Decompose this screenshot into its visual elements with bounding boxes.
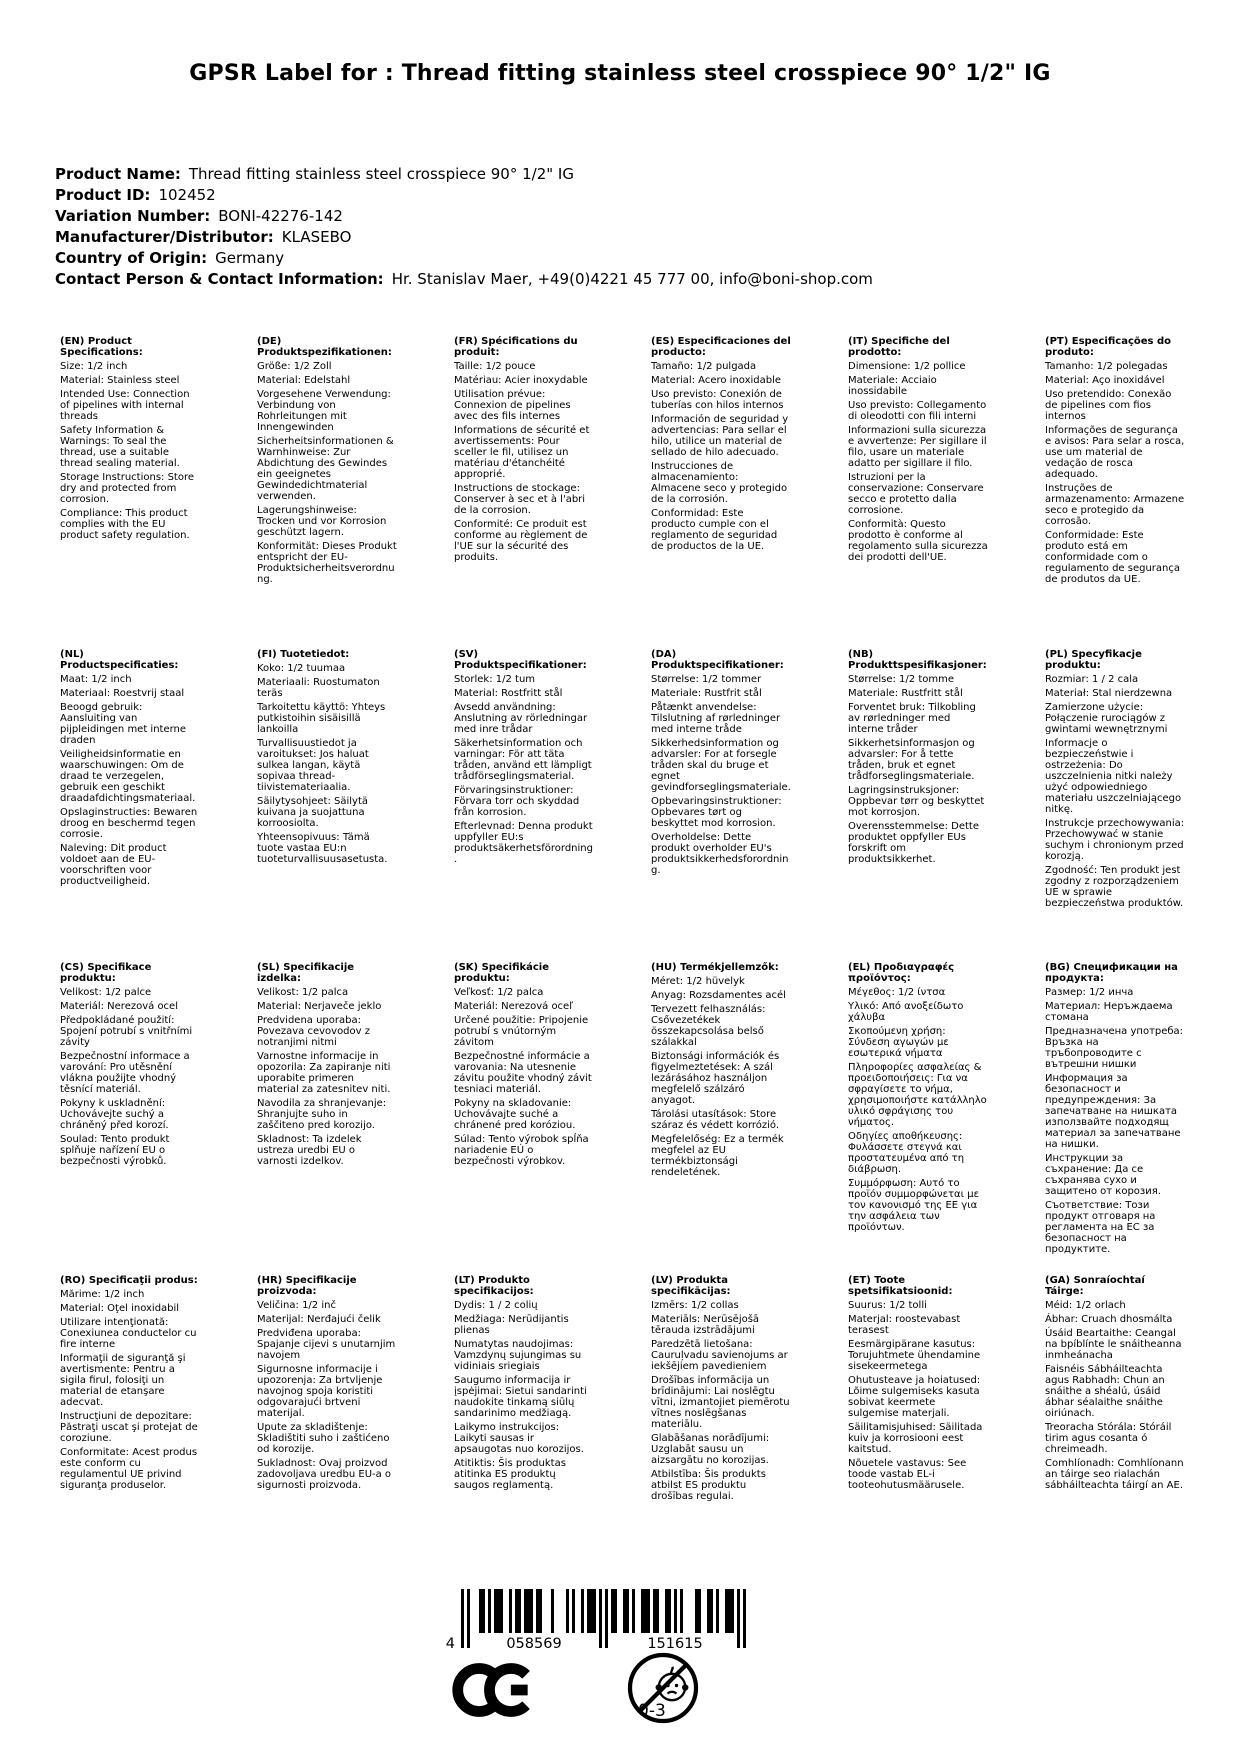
spec-block-heading: (DE) Produktspezifikationen: bbox=[257, 336, 392, 358]
spec-paragraph: Materiał: Stal nierdzewna bbox=[1045, 688, 1173, 699]
spec-block-heading: (BG) Спецификации на продукта: bbox=[1045, 962, 1178, 984]
spec-block bbox=[257, 336, 397, 649]
spec-paragraph: Varnostne informacije in opozorila: Za zapiranje niti uporabite primeren material za zatesnitev niti. bbox=[257, 1051, 391, 1095]
product-info-value: BONI-42276-142 bbox=[218, 207, 343, 225]
spec-block bbox=[848, 1275, 988, 1588]
spec-paragraph: Medžiaga: Nerūdijantis plienas bbox=[454, 1314, 569, 1336]
spec-paragraph: Opbevaringsinstruktioner: Opbevares tørt og beskyttet mod korrosion. bbox=[651, 796, 782, 829]
spec-block-heading: (GA) Sonraíochtaí Táirge: bbox=[1045, 1275, 1145, 1297]
spec-paragraph: Avsedd användning: Anslutning av rörledningar med inre trådar bbox=[454, 702, 588, 735]
spec-paragraph: Forventet bruk: Tilkobling av rørledninger med interne tråder bbox=[848, 702, 976, 735]
spec-block bbox=[651, 336, 791, 649]
spec-block-heading: (EL) Προδιαγραφές προϊόντος: bbox=[848, 962, 955, 984]
spec-paragraph: Beoogd gebruik: Aansluiting van pijpleidingen met interne draden bbox=[60, 702, 187, 746]
spec-paragraph: Storlek: 1/2 tum bbox=[454, 674, 536, 685]
product-info-value: Hr. Stanislav Maer, +49(0)4221 45 777 00, info@boni-shop.com bbox=[391, 270, 873, 288]
spec-paragraph: Skladnost: Ta izdelek ustreza uredbi EU o varnosti izdelkov. bbox=[257, 1134, 362, 1167]
spec-paragraph: Instrucţiuni de depozitare: Păstraţi uscat şi protejat de coroziune. bbox=[60, 1411, 198, 1444]
spec-paragraph: Größe: 1/2 Zoll bbox=[257, 361, 332, 372]
spec-paragraph: Οδηγίες αποθήκευσης: Φυλάσσετε στεγνά και προστατευμένα από τη διάβρωση. bbox=[848, 1131, 965, 1175]
spec-paragraph: Instrucciones de almacenamiento: Almacene seco y protegido de la corrosión. bbox=[651, 461, 788, 505]
spec-paragraph: Izmērs: 1/2 collas bbox=[651, 1300, 739, 1311]
spec-paragraph: Opslaginstructies: Bewaren droog en beschermd tegen corrosie. bbox=[60, 807, 198, 840]
spec-paragraph: Suurus: 1/2 tolli bbox=[848, 1300, 927, 1311]
spec-block-heading: (EN) Product Specifications: bbox=[60, 336, 143, 358]
spec-paragraph: Lagerungshinweise: Trocken und vor Korrosion geschützt lagern. bbox=[257, 505, 387, 538]
spec-grid bbox=[60, 336, 1185, 1588]
spec-block bbox=[60, 1275, 200, 1588]
spec-paragraph: Материал: Неръждаема стомана bbox=[1045, 1001, 1173, 1023]
spec-block-heading: (NL) Productspecificaties: bbox=[60, 649, 179, 671]
spec-paragraph: Atbilstība: Šis produkts atbilst ES produktu drošības regulai. bbox=[651, 1469, 766, 1502]
spec-block-heading: (HR) Specifikacije proizvoda: bbox=[257, 1275, 357, 1297]
spec-paragraph: Vorgesehene Verwendung: Verbindung von Rohrleitungen mit Innengewinden bbox=[257, 389, 391, 433]
age-range-label: 0-3 bbox=[638, 1701, 666, 1721]
spec-paragraph: Turvallisuustiedot ja varoitukset: Jos haluat sulkea langan, käytä sopivaa thread-tiivistemateriaalia. bbox=[257, 738, 369, 793]
spec-paragraph: Treoracha Stórála: Stóráil tirim agus cosanta ó chreimeadh. bbox=[1045, 1422, 1172, 1455]
spec-paragraph: Materiaal: Roestvrij staal bbox=[60, 688, 185, 699]
spec-block bbox=[60, 649, 200, 962]
spec-paragraph: Instruções de armazenamento: Armazene seco e protegido da corrosão. bbox=[1045, 483, 1185, 527]
spec-block-heading: (ET) Toote spetsifikatsioonid: bbox=[848, 1275, 953, 1297]
spec-paragraph: Navodila za shranjevanje: Shranjujte suho in zaščiteno pred korozijo. bbox=[257, 1098, 387, 1131]
spec-block-heading: (LV) Produkta specifikācijas: bbox=[651, 1275, 731, 1297]
product-info-row bbox=[55, 248, 873, 269]
page-title: GPSR Label for : Thread fitting stainless steel crosspiece 90° 1/2" IG bbox=[189, 61, 1051, 86]
spec-block bbox=[848, 336, 988, 649]
spec-paragraph: Material: Rostfritt stål bbox=[454, 688, 563, 699]
spec-paragraph: Conformitate: Acest produs este conform cu regulamentul UE privind siguranţa produselor. bbox=[60, 1447, 198, 1491]
spec-block bbox=[848, 962, 988, 1275]
spec-paragraph: Rozmiar: 1 / 2 cala bbox=[1045, 674, 1139, 685]
product-info-row bbox=[55, 164, 873, 185]
product-info-value: 102452 bbox=[158, 186, 216, 204]
spec-paragraph: Velikost: 1/2 palca bbox=[257, 987, 349, 998]
spec-paragraph: Conformité: Ce produit est conforme au règlement de l'UE sur la sécurité des produits. bbox=[454, 519, 588, 563]
barcode-left-digits: 058569 bbox=[506, 1636, 562, 1652]
spec-block-heading: (PT) Especificações do produto: bbox=[1045, 336, 1171, 358]
spec-paragraph: Materjal: roostevabast terasest bbox=[848, 1314, 961, 1336]
spec-paragraph: Säkerhetsinformation och varningar: För att täta tråden, använd ett lämpligt trådförseglingsmaterial. bbox=[454, 738, 592, 782]
spec-paragraph: Uso previsto: Conexión de tuberías con hilos internos bbox=[651, 389, 784, 411]
spec-paragraph: Predviđena uporaba: Spajanje cijevi s unutarnjim navojem bbox=[257, 1328, 396, 1361]
spec-paragraph: Efterlevnad: Denna produkt uppfyller EU:s produktsäkerhetsförordning. bbox=[454, 821, 593, 865]
spec-paragraph: Intended Use: Connection of pipelines with internal threads bbox=[60, 389, 190, 422]
spec-block bbox=[1045, 1275, 1185, 1588]
spec-block-heading: (HU) Termékjellemzők: bbox=[651, 962, 779, 973]
spec-block bbox=[257, 649, 397, 962]
spec-block bbox=[60, 962, 200, 1275]
product-info-label: Product Name: bbox=[55, 165, 181, 183]
spec-paragraph: Veličina: 1/2 inč bbox=[257, 1300, 336, 1311]
spec-paragraph: Saugumo informacija ir įspėjimai: Sietui sandarinti naudokite tinkamą siūlų sandarinimo medžiagą. bbox=[454, 1375, 587, 1419]
spec-block bbox=[454, 336, 594, 649]
spec-paragraph: Informations de sécurité et avertissements: Pour sceller le fil, utilisez un matériau d'étanchéité approprié. bbox=[454, 425, 590, 480]
spec-block bbox=[454, 962, 594, 1275]
spec-paragraph: Bezpečnostné informácie a varovania: Na utesnenie závitu použite vhodný závit tesniaci materiál. bbox=[454, 1051, 592, 1095]
spec-paragraph: Mărime: 1/2 inch bbox=[60, 1289, 145, 1300]
spec-paragraph: Instructions de stockage: Conserver à sec et à l'abri de la corrosion. bbox=[454, 483, 586, 516]
spec-paragraph: Informacje o bezpieczeństwie i ostrzeżenia: Do uszczelnienia nitki należy użyć odpowiedniego materiału uszczelniającego nitkę. bbox=[1045, 738, 1182, 815]
ean13-barcode bbox=[437, 1589, 767, 1653]
spec-paragraph: Συμμόρφωση: Αυτό το προϊόν συμμορφώνεται με τον κανονισμό της ΕΕ για την ασφάλεια των προϊόντων. bbox=[848, 1178, 979, 1233]
spec-block-heading: (SL) Specifikacije izdelka: bbox=[257, 962, 355, 984]
spec-paragraph: Veiligheidsinformatie en waarschuwingen: Om de draad te verzegelen, gebruik een geschikt draadafdichtingsmateriaal. bbox=[60, 749, 196, 804]
spec-paragraph: Materijal: Nerđajući čelik bbox=[257, 1314, 381, 1325]
spec-block-heading: (ES) Especificaciones del producto: bbox=[651, 336, 791, 358]
product-info-row bbox=[55, 185, 873, 206]
spec-paragraph: Megfelelőség: Ez a termék megfelel az EU termékbiztonsági rendeletének. bbox=[651, 1134, 784, 1178]
spec-paragraph: Инструкции за съхранение: Да се съхранява сухо и защитено от корозия. bbox=[1045, 1153, 1161, 1197]
spec-block-heading: (RO) Specificaţii produs: bbox=[60, 1275, 198, 1286]
spec-paragraph: Overholdelse: Dette produkt overholder EU's produktsikkerhedsforordning. bbox=[651, 832, 789, 876]
spec-block bbox=[651, 962, 791, 1275]
product-info-value: Germany bbox=[215, 249, 285, 267]
spec-block bbox=[257, 962, 397, 1275]
spec-paragraph: Určené použitie: Pripojenie potrubí s vnútorným závitom bbox=[454, 1015, 589, 1048]
spec-paragraph: Drošības informācija un brīdinājumi: Lai noslēgtu vītni, izmantojiet piemērotu vītnes noslēgšanas materiālu. bbox=[651, 1375, 790, 1430]
spec-paragraph: Säilytysohjeet: Säilytä kuivana ja suojattuna korroosiolta. bbox=[257, 796, 369, 829]
spec-paragraph: Tamanho: 1/2 polegadas bbox=[1045, 361, 1168, 372]
product-info-value: Thread fitting stainless steel crosspiece 90° 1/2" IG bbox=[188, 165, 574, 183]
spec-paragraph: Upute za skladištenje: Skladištiti suho i zaštićeno od korozije. bbox=[257, 1422, 390, 1455]
spec-paragraph: Naleving: Dit product voldoet aan de EU-voorschriften voor productveiligheid. bbox=[60, 843, 167, 887]
spec-paragraph: Размер: 1/2 инча bbox=[1045, 987, 1134, 998]
product-info-row bbox=[55, 227, 873, 248]
spec-paragraph: Tamaño: 1/2 pulgada bbox=[651, 361, 757, 372]
spec-paragraph: Ohutusteave ja hoiatused: Lõime sulgemiseks kasuta sobivat keermete sulgemise materjali. bbox=[848, 1375, 981, 1419]
spec-paragraph: Comhlíonadh: Comhlíonann an táirge seo rialachán sábháilteachta táirgí an AE. bbox=[1045, 1458, 1184, 1491]
spec-paragraph: Materiaali: Ruostumaton teräs bbox=[257, 677, 380, 699]
spec-paragraph: Tervezett felhasználás: Csővezetékek összekapcsolása belső szálakkal bbox=[651, 1004, 766, 1048]
spec-block bbox=[1045, 649, 1185, 962]
spec-block bbox=[848, 649, 988, 962]
spec-paragraph: Dydis: 1 / 2 colių bbox=[454, 1300, 538, 1311]
product-info-label: Country of Origin: bbox=[55, 249, 208, 267]
spec-paragraph: Faisnéis Sábháilteachta agus Rabhadh: Chun an snáithe a shéalú, úsáid ábhar séalaithe snáithe oiriúnach. bbox=[1045, 1364, 1165, 1419]
spec-paragraph: Sigurnosne informacije i upozorenja: Za brtvljenje navojnog spoja koristiti odgovarajući brtveni materijal. bbox=[257, 1364, 383, 1419]
product-info bbox=[55, 164, 873, 290]
spec-block bbox=[651, 649, 791, 962]
spec-block-heading: (FI) Tuotetiedot: bbox=[257, 649, 350, 660]
spec-paragraph: Konformität: Dieses Produkt entspricht der EU-Produktsicherheitsverordnung. bbox=[257, 541, 397, 585]
spec-block-heading: (SK) Špecifikácie produktu: bbox=[454, 962, 550, 984]
product-info-label: Product ID: bbox=[55, 186, 151, 204]
spec-paragraph: Conformidad: Este producto cumple con el reglamento de seguridad de productos de la UE. bbox=[651, 508, 778, 552]
barcode-right-digits: 151615 bbox=[647, 1636, 703, 1652]
spec-paragraph: Materiāls: Nerūsējošā tērauda izstrādājumi bbox=[651, 1314, 760, 1336]
spec-block-heading: (PL) Specyfikacje produktu: bbox=[1045, 649, 1142, 671]
spec-block bbox=[1045, 336, 1185, 649]
spec-paragraph: Material: Aço inoxidável bbox=[1045, 375, 1165, 386]
spec-paragraph: Matériau: Acier inoxydable bbox=[454, 375, 588, 386]
spec-paragraph: Numatytas naudojimas: Vamzdynų sujungimas su vidiniais sriegiais bbox=[454, 1339, 582, 1372]
spec-paragraph: Méret: 1/2 hüvelyk bbox=[651, 976, 745, 987]
spec-block bbox=[60, 336, 200, 649]
spec-block bbox=[454, 1275, 594, 1588]
spec-paragraph: Size: 1/2 inch bbox=[60, 361, 128, 372]
spec-paragraph: Størrelse: 1/2 tomme bbox=[848, 674, 955, 685]
spec-paragraph: Utilisation prévue: Connexion de pipelines avec des fils internes bbox=[454, 389, 571, 422]
spec-paragraph: Předpokládané použití: Spojení potrubí s vnitřními závity bbox=[60, 1015, 193, 1048]
product-info-label: Contact Person & Contact Information: bbox=[55, 270, 384, 288]
spec-paragraph: Bezpečnostní informace a varování: Pro utěsnění vlákna použijte vhodný těsnící materiál. bbox=[60, 1051, 190, 1095]
spec-paragraph: Yhteensopivuus: Tämä tuote vastaa EU:n tuoteturvallisuusasetusta. bbox=[257, 832, 388, 865]
spec-block-heading: (NB) Produkttspesifikasjoner: bbox=[848, 649, 987, 671]
spec-paragraph: Material: Edelstahl bbox=[257, 375, 351, 386]
spec-paragraph: Anyag: Rozsdamentes acél bbox=[651, 990, 786, 1001]
spec-paragraph: Material: Stainless steel bbox=[60, 375, 180, 386]
spec-paragraph: Safety Information & Warnings: To seal the thread, use a suitable thread sealing material. bbox=[60, 425, 180, 469]
spec-paragraph: Material: Nerjaveče jeklo bbox=[257, 1001, 382, 1012]
barcode-bars bbox=[461, 1589, 746, 1648]
spec-paragraph: Material: Acero inoxidable bbox=[651, 375, 782, 386]
spec-paragraph: Storage Instructions: Store dry and protected from corrosion. bbox=[60, 472, 195, 505]
spec-block bbox=[257, 1275, 397, 1588]
spec-paragraph: Ábhar: Cruach dhosmálta bbox=[1045, 1314, 1173, 1325]
spec-paragraph: Tárolási utasítások: Store száraz és védett korrózió. bbox=[651, 1109, 780, 1131]
spec-paragraph: Sicherheitsinformationen & Warnhinweise: Zur Abdichtung des Gewindes ein geeignetes Gewindedichtmaterial verwenden. bbox=[257, 436, 394, 502]
ce-mark-icon bbox=[452, 1662, 538, 1718]
product-info-row bbox=[55, 206, 873, 227]
spec-block bbox=[454, 649, 594, 962]
spec-block-heading: (FR) Spécifications du produit: bbox=[454, 336, 578, 358]
product-info-value: KLASEBO bbox=[281, 228, 352, 246]
product-info-row bbox=[55, 269, 873, 290]
spec-paragraph: Dimensione: 1/2 pollice bbox=[848, 361, 966, 372]
spec-paragraph: Informações de segurança e avisos: Para selar a rosca, use um material de vedação de rosca adequado. bbox=[1045, 425, 1185, 480]
spec-paragraph: Materiale: Rustfritt stål bbox=[848, 688, 963, 699]
spec-paragraph: Atitiktis: Šis produktas atitinka ES produktų saugos reglamentą. bbox=[454, 1458, 566, 1491]
spec-paragraph: Utilizare intenţionată: Conexiunea conductelor cu fire interne bbox=[60, 1317, 197, 1350]
spec-paragraph: Uso previsto: Collegamento di oleodotti con fili interni bbox=[848, 400, 987, 422]
spec-paragraph: Uso pretendido: Conexão de pipelines com fios internos bbox=[1045, 389, 1172, 422]
spec-paragraph: Säilitamisjuhised: Säilitada kuiv ja korrosiooni eest kaitstud. bbox=[848, 1422, 983, 1455]
spec-paragraph: Informazioni sulla sicurezza e avvertenze: Per sigillare il filo, usare un materiale adatto per sigillare il filo. bbox=[848, 425, 987, 469]
spec-paragraph: Съответствие: Този продукт отговаря на регламента на ЕС за безопасност на продуктите. bbox=[1045, 1200, 1156, 1255]
spec-paragraph: Materiál: Nerezová ocel bbox=[60, 1001, 178, 1012]
spec-paragraph: Tarkoitettu käyttö: Yhteys putkistoihin sisäisillä lankoilla bbox=[257, 702, 386, 735]
spec-paragraph: Lagringsinstruksjoner: Oppbevar tørr og beskyttet mot korrosjon. bbox=[848, 785, 985, 818]
spec-paragraph: Koko: 1/2 tuumaa bbox=[257, 663, 346, 674]
spec-paragraph: Предназначена употреба: Връзка на тръбопроводите с вътрешни нишки bbox=[1045, 1026, 1184, 1070]
spec-paragraph: Materiál: Nerezová oceľ bbox=[454, 1001, 573, 1012]
spec-paragraph: Μέγεθος: 1/2 ίντσα bbox=[848, 987, 946, 998]
spec-paragraph: Glabāšanas norādījumi: Uzglabāt sausu un aizsargātu no korozijas. bbox=[651, 1433, 770, 1466]
spec-paragraph: Conformidade: Este produto está em conformidade com o regulamento de segurança de produtos da UE. bbox=[1045, 530, 1181, 585]
spec-paragraph: Sukladnost: Ovaj proizvod zadovoljava uredbu EU-a o sigurnosti proizvoda. bbox=[257, 1458, 392, 1491]
spec-paragraph: Nõuetele vastavus: See toode vastab EL-i tooteohutusmäärusele. bbox=[848, 1458, 967, 1491]
baby-face-icon bbox=[657, 1667, 688, 1701]
spec-paragraph: Sikkerhetsinformasjon og advarsler: For å tette tråden, bruk et egnet trådforseglingsmateriale. bbox=[848, 738, 975, 782]
spec-paragraph: Información de seguridad y advertencias: Para sellar el hilo, utilice un material de sellado de hilo adecuado. bbox=[651, 414, 789, 458]
spec-paragraph: Förvaringsinstruktioner: Förvara torr och skyddad från korrosion. bbox=[454, 785, 580, 818]
spec-block-heading: (DA) Produktspecifikationer: bbox=[651, 649, 784, 671]
spec-paragraph: Zgodność: Ten produkt jest zgodny z rozporządzeniem UE w sprawie bezpieczeństwa produktów. bbox=[1045, 865, 1184, 909]
spec-block bbox=[651, 1275, 791, 1588]
spec-paragraph: Material: Oţel inoxidabil bbox=[60, 1303, 180, 1314]
spec-paragraph: Информация за безопасност и предупреждения: За запечатване на нишката използвайте подходящ материал за запечатване на нишки. bbox=[1045, 1073, 1181, 1150]
spec-block-heading: (LT) Produkto specifikacijos: bbox=[454, 1275, 534, 1297]
spec-paragraph: Soulad: Tento produkt splňuje nařízení EU o bezpečnosti výrobků. bbox=[60, 1134, 170, 1167]
spec-paragraph: Veľkosť: 1/2 palca bbox=[454, 987, 544, 998]
spec-paragraph: Paredzētā lietošana: Cauruļvadu savienojums ar iekšējiem pavedieniem bbox=[651, 1339, 788, 1372]
spec-paragraph: Maat: 1/2 inch bbox=[60, 674, 132, 685]
spec-block bbox=[1045, 962, 1185, 1275]
spec-paragraph: Υλικό: Από ανοξείδωτο χάλυβα bbox=[848, 1001, 964, 1023]
spec-block-heading: (IT) Specifiche del prodotto: bbox=[848, 336, 950, 358]
spec-paragraph: Størrelse: 1/2 tommer bbox=[651, 674, 762, 685]
spec-paragraph: Taille: 1/2 pouce bbox=[454, 361, 536, 372]
age-warning-0-3-icon bbox=[627, 1652, 699, 1724]
spec-paragraph: Pokyny k uskladnění: Uchovávejte suchý a chráněný před korozí. bbox=[60, 1098, 169, 1131]
product-info-label: Manufacturer/Distributor: bbox=[55, 228, 274, 246]
spec-paragraph: Úsáid Beartaithe: Ceangal na bpíblínte le snáitheanna inmheánacha bbox=[1045, 1328, 1182, 1361]
spec-paragraph: Velikost: 1/2 palce bbox=[60, 987, 152, 998]
spec-paragraph: Materiale: Acciaio inossidabile bbox=[848, 375, 937, 397]
spec-paragraph: Pokyny na skladovanie: Uchovávajte suché a chránené pred koróziou. bbox=[454, 1098, 576, 1131]
spec-paragraph: Eesmärgipärane kasutus: Torujuhtmete ühendamine sisekeermetega bbox=[848, 1339, 981, 1372]
spec-paragraph: Súlad: Tento výrobok spĺňa nariadenie EÚ o bezpečnosti výrobkov. bbox=[454, 1134, 589, 1167]
spec-paragraph: Méid: 1/2 orlach bbox=[1045, 1300, 1126, 1311]
spec-paragraph: Conformità: Questo prodotto è conforme al regolamento sulla sicurezza dei prodotti dell'UE. bbox=[848, 519, 988, 563]
spec-paragraph: Predvidena uporaba: Povezava cevovodov z notranjimi nitmi bbox=[257, 1015, 370, 1048]
spec-paragraph: Πληροφορίες ασφαλείας & προειδοποιήσεις: Για να σφραγίσετε το νήμα, χρησιμοποιήστε κατάλληλο υλικό σφράγισης του νήματος. bbox=[848, 1062, 987, 1128]
spec-paragraph: Informaţii de siguranţă şi avertismente: Pentru a sigila firul, folosiţi un material de etanşare adecvat. bbox=[60, 1353, 186, 1408]
barcode-leading-digit: 4 bbox=[445, 1636, 455, 1652]
spec-paragraph: Σκοπούμενη χρήση: Σύνδεση αγωγών με εσωτερικά νήματα bbox=[848, 1026, 949, 1059]
spec-paragraph: Påtænkt anvendelse: Tilslutning af rørledninger med interne tråde bbox=[651, 702, 781, 735]
spec-paragraph: Zamierzone użycie: Połączenie rurociągów z gwintami wewnętrznymi bbox=[1045, 702, 1168, 735]
product-info-label: Variation Number: bbox=[55, 207, 211, 225]
spec-paragraph: Laikymo instrukcijos: Laikyti sausas ir apsaugotas nuo korozijos. bbox=[454, 1422, 584, 1455]
spec-paragraph: Sikkerhedsinformation og advarsler: For at forsegle tråden skal du bruge et egnet gevindforseglingsmateriale. bbox=[651, 738, 791, 793]
spec-paragraph: Compliance: This product complies with the EU product safety regulation. bbox=[60, 508, 190, 541]
spec-paragraph: Materiale: Rustfrit stål bbox=[651, 688, 762, 699]
spec-paragraph: Biztonsági információk és figyelmeztetések: A szál lezárásához használjon megfelelő szálzáró anyagot. bbox=[651, 1051, 780, 1106]
spec-block-heading: (SV) Produktspecifikationer: bbox=[454, 649, 587, 671]
spec-paragraph: Overensstemmelse: Dette produktet oppfyller EUs forskrift om produktsikkerhet. bbox=[848, 821, 979, 865]
spec-block-heading: (CS) Specifikace produktu: bbox=[60, 962, 152, 984]
spec-paragraph: Istruzioni per la conservazione: Conservare secco e protetto dalla corrosione. bbox=[848, 472, 984, 516]
spec-paragraph: Instrukcje przechowywania: Przechowywać w stanie suchym i chronionym przed korozją. bbox=[1045, 818, 1185, 862]
